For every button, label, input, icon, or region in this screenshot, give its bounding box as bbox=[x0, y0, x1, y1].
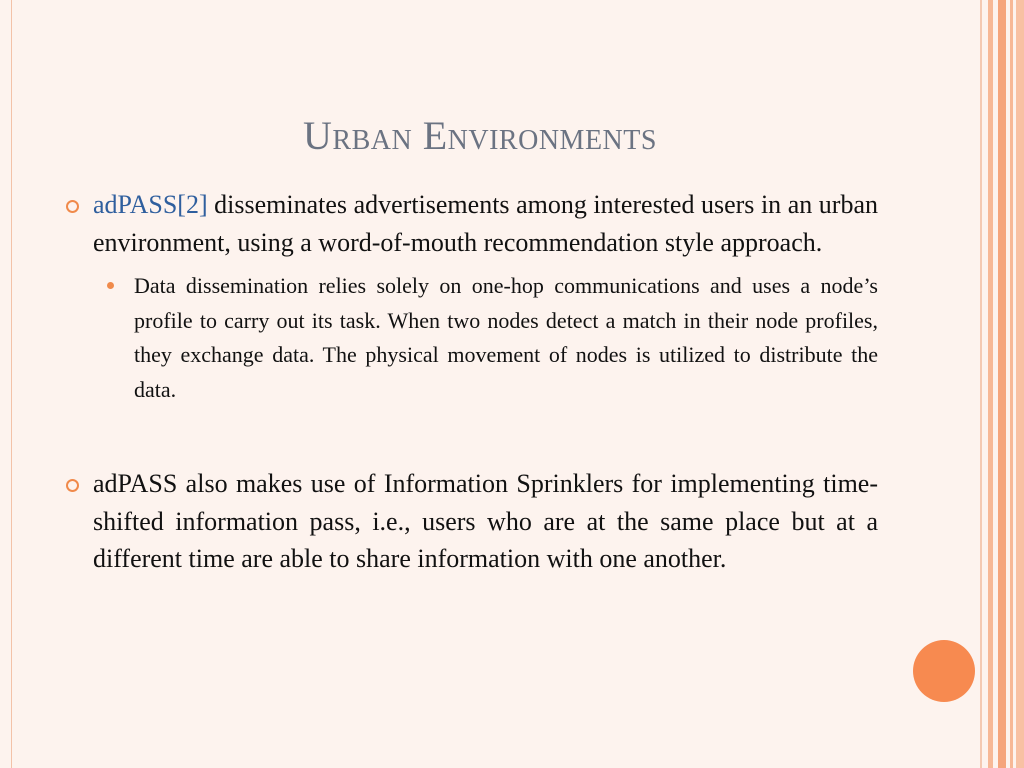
decor-orange-circle bbox=[913, 640, 975, 702]
decor-stripe-2 bbox=[988, 0, 993, 768]
bullet-text: adPASS also makes use of Information Sprinklers for implementing time-shifted information pass, i.e., users who are at the same place but at a different time are able to share information with one another. bbox=[93, 469, 878, 573]
slide-title: Urban Environments bbox=[303, 113, 657, 158]
decor-stripe-3 bbox=[998, 0, 1006, 768]
sub-bullet-text: Data dissemination relies solely on one-hop communications and uses a node’s profile to carry out its task. When two nodes detect a match in their node profiles, they exchange data. The physical movement of nodes is utilized to distribute the data. bbox=[134, 273, 878, 402]
sub-bullet-data-dissemination bbox=[134, 269, 878, 407]
decor-stripe-5 bbox=[1016, 0, 1024, 768]
slide-content bbox=[64, 186, 878, 578]
hollow-circle-bullet-icon bbox=[66, 200, 79, 213]
decor-stripe-4 bbox=[1010, 0, 1013, 768]
spacer bbox=[64, 407, 878, 465]
bullet-information-sprinklers bbox=[64, 465, 878, 578]
hollow-circle-bullet-icon bbox=[66, 479, 79, 492]
bullet-text: disseminates advertisements among interested users in an urban environment, using a word-of-mouth recommendation style approach. bbox=[93, 190, 878, 257]
decor-stripe-1 bbox=[980, 0, 982, 768]
filled-circle-bullet-icon bbox=[107, 282, 114, 289]
bullet-adpass-intro bbox=[64, 186, 878, 261]
adpass-reference-link[interactable]: adPASS[2] bbox=[93, 190, 208, 219]
